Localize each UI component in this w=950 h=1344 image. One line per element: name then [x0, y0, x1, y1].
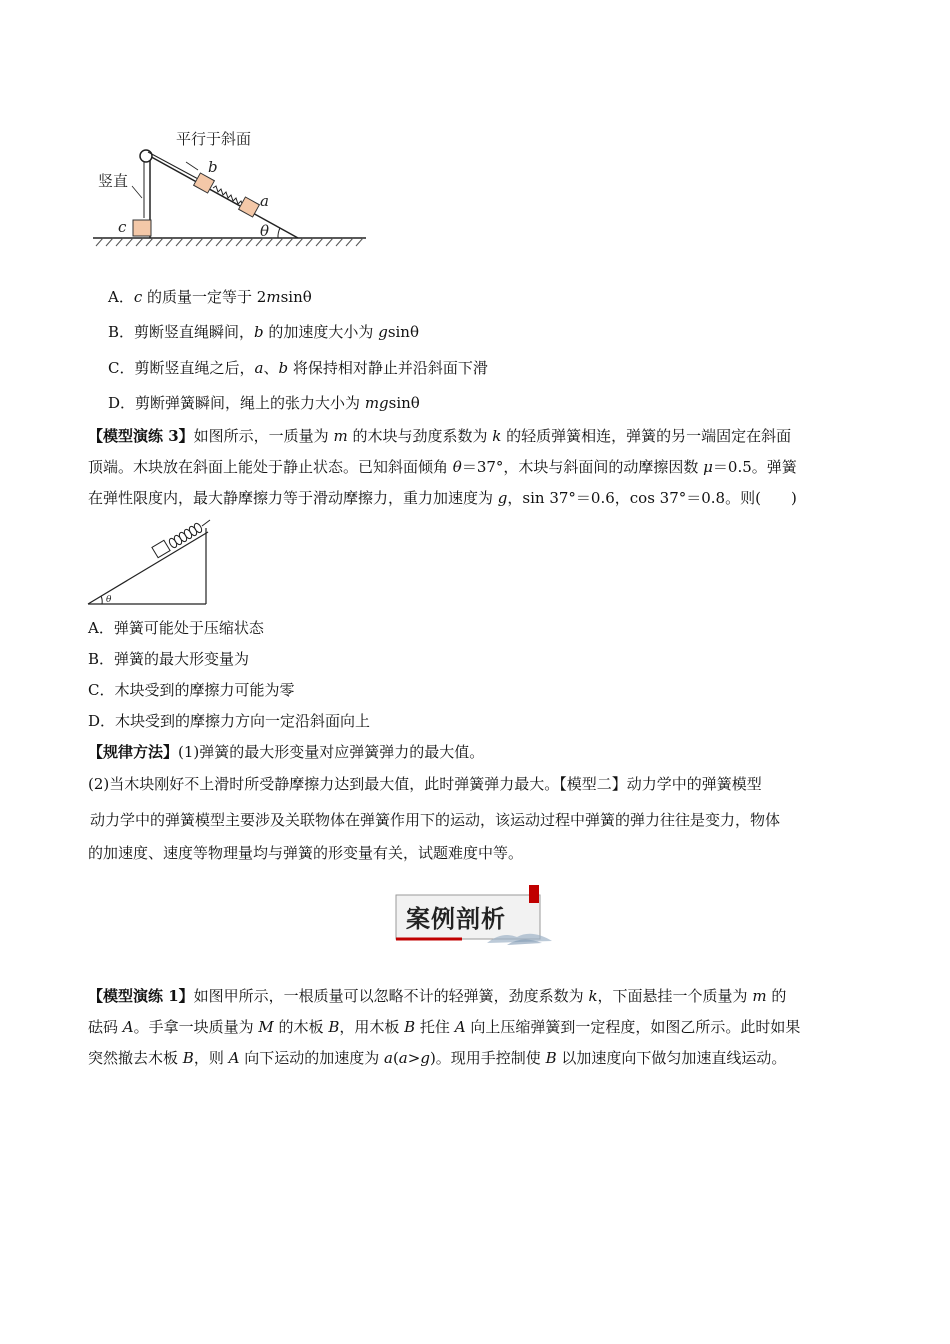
q3-line-3: 在弹性限度内，最大静摩擦力等于滑动摩擦力，重力加速度为 g，sin 37°＝0.6，cos 37°＝0.8。则( )	[88, 489, 797, 507]
prev-option-d: D．剪断弹簧瞬间，绳上的张力大小为 mgsinθ	[108, 394, 420, 412]
model2-intro-line-2: 的加速度、速度等物理量均与弹簧的形变量有关，试题难度中等。	[88, 844, 524, 862]
incline-spring-figure	[86, 516, 216, 608]
label-parallel: 平行于斜面	[176, 130, 252, 148]
q3-option-d: D．木块受到的摩擦力方向一定沿斜面向上	[88, 712, 371, 730]
label-vertical: 竖直	[98, 172, 129, 190]
model2-tag: 【模型二】	[559, 775, 627, 793]
case-analysis-banner	[392, 885, 562, 947]
q3-option-c: C．木块受到的摩擦力可能为零	[88, 681, 295, 699]
q1-line-1: 【模型演练 1】如图甲所示，一根质量可以忽略不计的轻弹簧，劲度系数为 k，下面悬挂一个质量为 m 的	[88, 987, 787, 1005]
label-theta: θ	[260, 222, 270, 240]
prev-option-c: C．剪断竖直绳之后，a、b 将保持相对静止并沿斜面下滑	[108, 359, 488, 377]
method-tag: 【规律方法】	[88, 743, 179, 761]
label-a: a	[260, 192, 269, 210]
q1-line-3: 突然撤去木板 B，则 A 向下运动的加速度为 a(a>g)。现用手控制使 B 以加速度向下做匀加速直线运动。	[88, 1049, 787, 1067]
q1-tag: 【模型演练 1】	[88, 987, 194, 1005]
method-line-1: 【规律方法】(1)弹簧的最大形变量对应弹簧弹力的最大值。	[88, 743, 485, 761]
q3-line-2: 顶端。木块放在斜面上能处于静止状态。已知斜面倾角 θ＝37°，木块与斜面间的动摩擦因数 μ＝0.5。弹簧	[88, 458, 797, 476]
q3-option-b: B．弹簧的最大形变量为	[88, 650, 250, 668]
label-theta-2: θ	[106, 595, 112, 605]
q1-line-2: 砝码 A。手拿一块质量为 M 的木板 B，用木板 B 托住 A 向上压缩弹簧到一定程度，如图乙所示。此时如果	[88, 1018, 801, 1036]
label-c: c	[118, 218, 127, 236]
banner-title: 案例剖析	[406, 905, 506, 933]
method-line-2: (2)当木块刚好不上滑时所受静摩擦力达到最大值，此时弹簧弹力最大。【模型二】动力学中的弹簧模型	[88, 775, 762, 793]
q3-option-a: A．弹簧可能处于压缩状态	[88, 619, 264, 637]
label-b: b	[208, 158, 218, 176]
q3-tag: 【模型演练 3】	[88, 427, 194, 445]
model2-intro-line-1: 动力学中的弹簧模型主要涉及关联物体在弹簧作用下的运动，该运动过程中弹簧的弹力往往是变力，物体	[90, 811, 781, 829]
prev-option-a: A．c 的质量一定等于 2msinθ	[108, 288, 312, 306]
q3-line-1: 【模型演练 3】如图所示，一质量为 m 的木块与劲度系数为 k 的轻质弹簧相连，弹簧的另一端固定在斜面	[88, 427, 792, 445]
prev-option-b: B．剪断竖直绳瞬间，b 的加速度大小为 gsinθ	[108, 323, 419, 341]
incline-pulley-figure	[88, 124, 378, 254]
